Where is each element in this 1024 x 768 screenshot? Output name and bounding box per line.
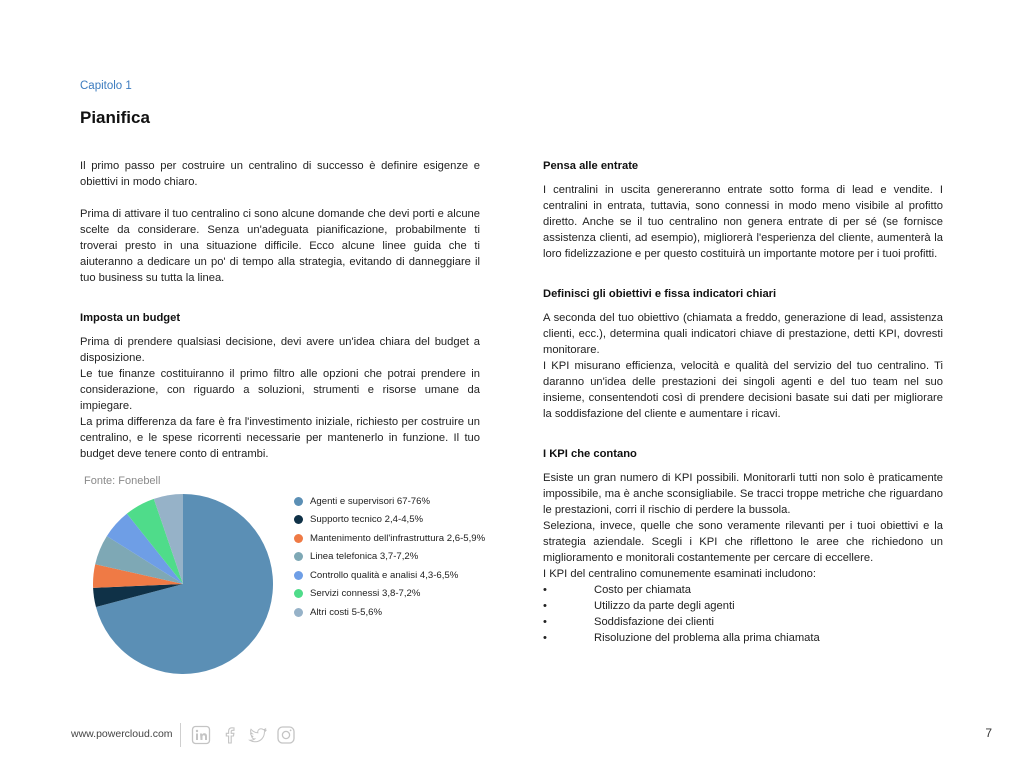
legend-item — [294, 492, 485, 511]
kpi-paragraph-1: Esiste un gran numero di KPI possibili. Monitorarli tutti non solo è praticamente impossibile, ma è anche sconsigliabile. Se tracci troppe metriche che riguardano le prestazioni, corri il rischio di perdere la bussola. — [543, 472, 943, 516]
pie-chart — [93, 494, 273, 674]
chapter-label: Capitolo 1 — [80, 80, 132, 92]
kpi-list-item-label: Soddisfazione dei clienti — [594, 616, 715, 628]
kpi-list — [543, 582, 943, 646]
footer-divider — [180, 723, 181, 747]
linkedin-icon[interactable] — [191, 725, 211, 745]
legend-label: Altri costi 5-5,6% — [310, 606, 382, 618]
kpi-list-item: • Costo per chiamata — [543, 584, 692, 596]
intro-paragraph-1: Il primo passo per costruire un centralino di successo è definire esigenze e obiettivi in modo chiaro. — [80, 160, 480, 188]
facebook-icon[interactable] — [220, 725, 240, 745]
legend-label: Controllo qualità e analisi 4,3-6,5% — [310, 569, 459, 581]
goals-heading: Definisci gli obiettivi e fissa indicatori chiari — [543, 288, 777, 300]
legend-item — [294, 511, 485, 530]
kpi-paragraph-2: Seleziona, invece, quelle che sono veramente rilevanti per i tuoi obiettivi e la strategia aziendale. Scegli i KPI che riflettono le aree che richiedono un miglioramento e monitorali costantemente per cercare di eccellere. — [543, 520, 943, 564]
chart-legend — [294, 492, 485, 622]
legend-item — [294, 566, 485, 585]
legend-item — [294, 548, 485, 567]
kpi-list-item: • Soddisfazione dei clienti — [543, 616, 715, 628]
legend-label: Agenti e supervisori 67-76% — [310, 495, 430, 507]
legend-swatch — [294, 608, 303, 617]
page-title: Pianifica — [80, 108, 150, 127]
revenue-paragraph: I centralini in uscita genereranno entrate sotto forma di lead e vendite. I centralini in entrata, tuttavia, sono connessi in modo meno visibile al profitto diretto. Anche se il tuo centralino non genera entrate di per sé (se fornisce assistenza clienti, ad esempio), migliorerà l'esperienza del cliente, aumenterà la loro fidelizzazione e per questo costituirà un importante motore per i tuoi profitti. — [543, 184, 943, 260]
kpi-heading: I KPI che contano — [543, 448, 637, 460]
budget-paragraph-2: Le tue finanze costituiranno il primo filtro alle opzioni che potrai prendere in considerazione, con riguardo a soluzioni, strumenti e risorse umane da impiegare. — [80, 368, 480, 412]
page-number: 7 — [985, 726, 992, 740]
footer-website-link[interactable]: www.powercloud.com — [71, 728, 173, 740]
kpi-list-item-label: Costo per chiamata — [594, 584, 692, 596]
legend-swatch — [294, 497, 303, 506]
goals-paragraph-2: I KPI misurano efficienza, velocità e qualità del servizio del tuo centralino. Ti daranno un'idea delle prestazioni dei singoli agenti e del tuo team nel suo insieme, consentendoti così di prendere decisioni basate sui dati per migliorare la soddisfazione del cliente e aumentare i ricavi. — [543, 360, 943, 420]
legend-item — [294, 603, 485, 622]
goals-paragraph-1: A seconda del tuo obiettivo (chiamata a freddo, generazione di lead, assistenza clienti, ecc.), determina quali indicatori chiave di prestazione, detti KPI, dovresti monitorare. — [543, 312, 943, 356]
legend-label: Mantenimento dell'infrastruttura 2,6-5,9% — [310, 532, 486, 544]
legend-swatch — [294, 552, 303, 561]
legend-label: Supporto tecnico 2,4-4,5% — [310, 514, 424, 526]
legend-label: Servizi connessi 3,8-7,2% — [310, 588, 421, 600]
legend-item — [294, 529, 485, 548]
legend-swatch — [294, 589, 303, 598]
kpi-list-item-label: Utilizzo da parte degli agenti — [594, 600, 735, 612]
chart-source: Fonte: Fonebell — [84, 475, 161, 487]
left-column — [80, 158, 480, 462]
budget-heading: Imposta un budget — [80, 312, 181, 324]
right-column — [543, 158, 943, 646]
legend-swatch — [294, 515, 303, 524]
kpi-list-item: • Utilizzo da parte degli agenti — [543, 600, 735, 612]
kpi-paragraph-3: I KPI del centralino comunemente esaminati includono: — [543, 568, 817, 580]
budget-paragraph-1: Prima di prendere qualsiasi decisione, devi avere un'idea chiara del budget a disposizione. — [80, 336, 480, 364]
instagram-icon[interactable] — [276, 725, 296, 745]
kpi-list-item: • Risoluzione del problema alla prima chiamata — [543, 632, 820, 644]
intro-paragraph-2: Prima di attivare il tuo centralino ci sono alcune domande che devi porti e alcune scelte da considerare. Senza un'adeguata pianificazione, probabilmente ti troverai presto in una situazione difficile. Ecco alcune linee guida che ti aiuteranno a dedicare un po' di tempo alla strategia, evitando di danneggiare il tuo business su tutta la linea. — [80, 208, 480, 284]
budget-paragraph-3: La prima differenza da fare è fra l'investimento iniziale, richiesto per costruire un centralino, e le spese ricorrenti necessarie per mantenerlo in funzione. Il tuo budget deve tenere conto di entrambi. — [80, 416, 480, 460]
legend-item — [294, 585, 485, 604]
revenue-heading: Pensa alle entrate — [543, 160, 639, 172]
twitter-icon[interactable] — [248, 725, 268, 745]
legend-label: Linea telefonica 3,7-7,2% — [310, 551, 419, 563]
legend-swatch — [294, 534, 303, 543]
legend-swatch — [294, 571, 303, 580]
kpi-list-item-label: Risoluzione del problema alla prima chiamata — [594, 632, 820, 644]
